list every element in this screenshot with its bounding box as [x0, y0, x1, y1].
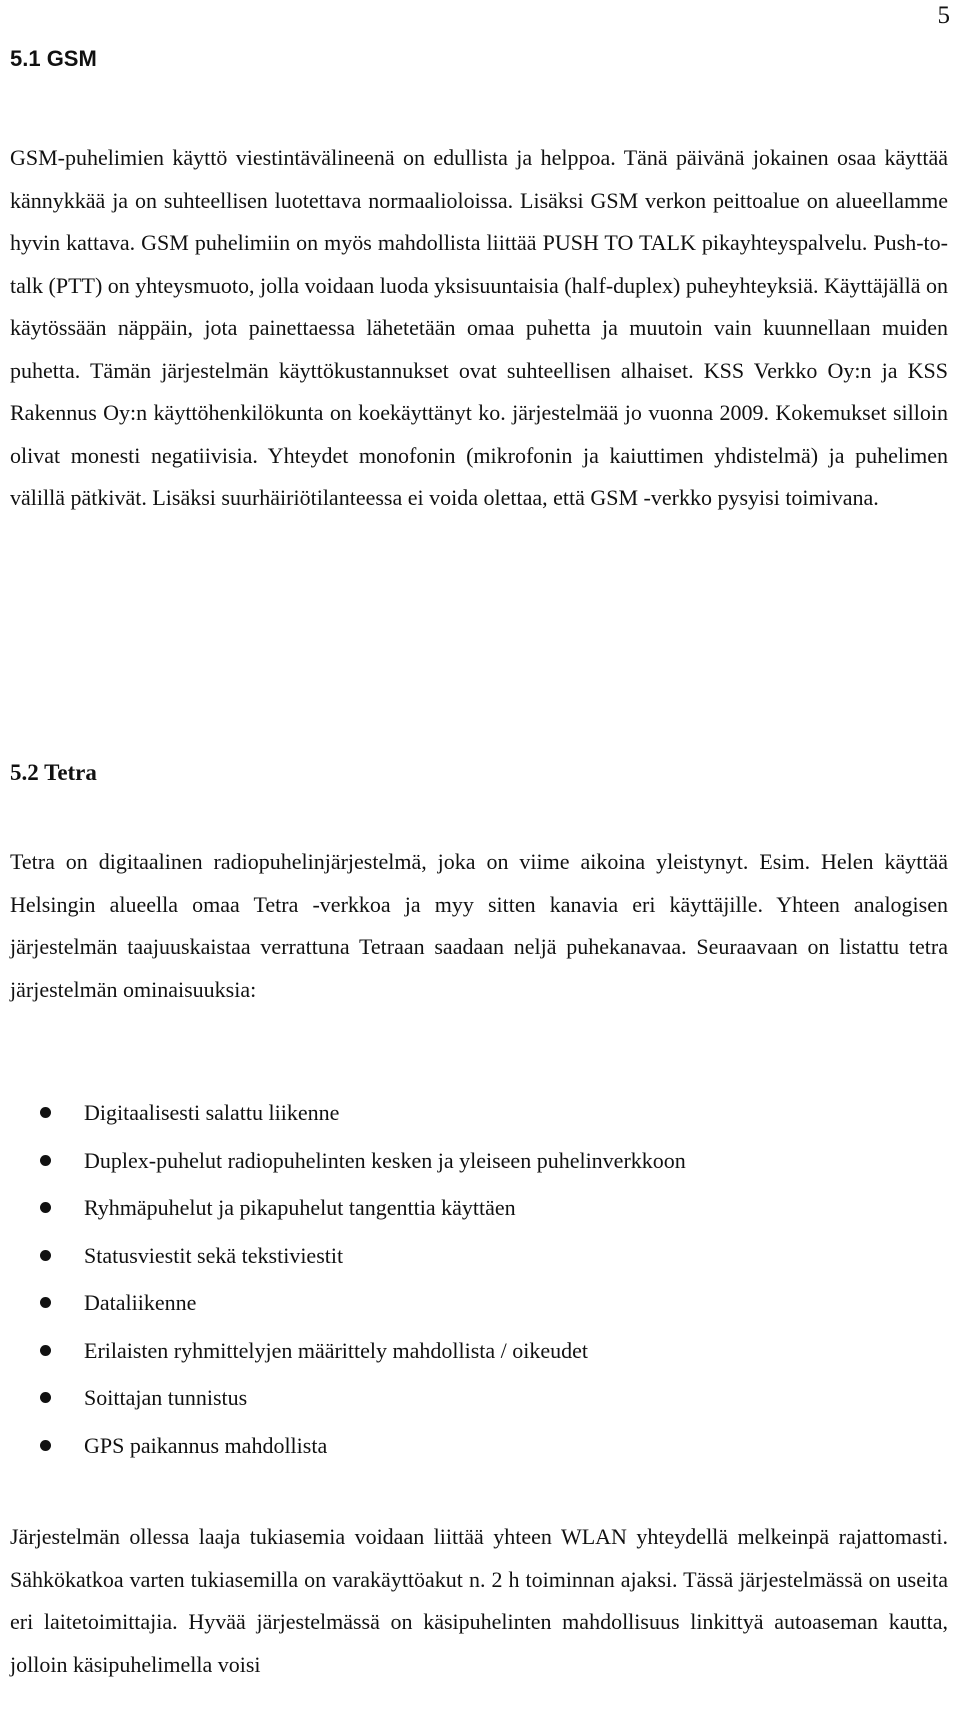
- tetra-feature-list: [10, 1089, 948, 1469]
- page-number: 5: [937, 2, 950, 29]
- list-item-label: Statusviestit sekä tekstiviestit: [84, 1242, 344, 1268]
- list-item: [10, 1184, 948, 1232]
- section-paragraph-tetra: Tetra on digitaalinen radiopuhelinjärjestelmä, joka on viime aikoina yleistynyt. Esim. Helen käyttää Helsingin alueella omaa Tetra -verkkoa ja myy sitten kanavia eri käyttäjille. Yhteen analogisen järjestelmän taajuuskaistaa verrattuna Tetraan saadaan neljä puhekanavaa. Seuraavaan on listattu tetra järjestelmän ominaisuuksia:: [10, 849, 948, 1002]
- bullet-icon: [40, 1250, 51, 1261]
- list-item-label: Digitaalisesti salattu liikenne: [84, 1100, 340, 1125]
- list-item: [10, 1422, 948, 1470]
- list-item: [10, 1232, 948, 1280]
- list-item: [10, 1327, 948, 1375]
- bullet-icon: [40, 1392, 51, 1403]
- list-item-label: Ryhmäpuhelut ja pikapuhelut tangenttia käyttäen: [84, 1195, 516, 1220]
- list-item-label: Erilaisten ryhmittelyjen määrittely mahdollista / oikeudet: [84, 1337, 589, 1363]
- section-heading-gsm: 5.1 GSM: [10, 46, 97, 71]
- bullet-icon: [40, 1440, 51, 1451]
- bullet-icon: [40, 1345, 51, 1356]
- list-item-label: GPS paikannus mahdollista: [84, 1432, 328, 1458]
- list-item-label: Duplex-puhelut radiopuhelinten kesken ja yleiseen puhelinverkkoon: [84, 1147, 686, 1173]
- list-item: [10, 1374, 948, 1422]
- list-item: [10, 1137, 948, 1185]
- bullet-icon: [40, 1107, 51, 1118]
- bullet-icon: [40, 1155, 51, 1166]
- section-heading-tetra: 5.2 Tetra: [10, 760, 97, 785]
- section-closing-paragraph-tetra: Järjestelmän ollessa laaja tukiasemia voidaan liittää yhteen WLAN yhteydellä melkeinpä rajattomasti. Sähkökatkoa varten tukiasemilla on varakäyttöakut n. 2 h toiminnan ajaksi. Tässä järjestelmässä on useita eri laitetoimittajia. Hyvää järjestelmässä on käsipuhelinten mahdollisuus linkittyä autoaseman kautta, jolloin käsipuhelimella voisi: [10, 1524, 948, 1677]
- list-item-label: Soittajan tunnistus: [84, 1385, 248, 1410]
- list-item: [10, 1089, 948, 1137]
- list-item: [10, 1279, 948, 1327]
- bullet-icon: [40, 1202, 51, 1213]
- list-item-label: Dataliikenne: [84, 1290, 197, 1315]
- bullet-icon: [40, 1297, 51, 1308]
- section-paragraph-gsm: GSM-puhelimien käyttö viestintävälineenä on edullista ja helppoa. Tänä päivänä jokainen osaa käyttää kännykkää ja on suhteellisen luotettava normaalioloissa. Lisäksi GSM verkon peittoalue on alueellamme hyvin kattava. GSM puhelimiin on myös mahdollista liittää PUSH TO TALK pikayhteyspalvelu. Push-to-talk (PTT) on yhteysmuoto, jolla voidaan luoda yksisuuntaisia (half-duplex) puheyhteyksiä. Käyttäjällä on käytössään näppäin, jota painettaessa lähetetään omaa puhetta ja muutoin vain kuunnellaan muiden puhetta. Tämän järjestelmän käyttökustannukset ovat suhteellisen alhaiset. KSS Verkko Oy:n ja KSS Rakennus Oy:n käyttöhenkilökunta on koekäyttänyt ko. järjestelmää jo vuonna 2009. Kokemukset silloin olivat monesti negatiivisia. Yhteydet monofonin (mikrofonin ja kaiuttimen yhdistelmä) ja puhelimen välillä pätkivät. Lisäksi suurhäiriötilanteessa ei voida olettaa, että GSM -verkko pysyisi toimivana.: [10, 145, 948, 510]
